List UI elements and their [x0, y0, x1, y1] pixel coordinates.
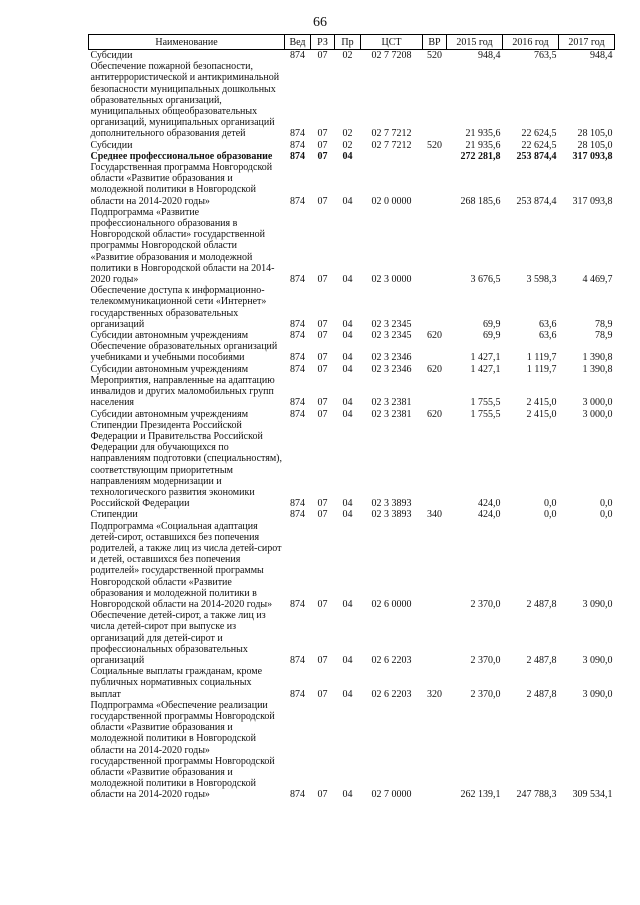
column-header-ved: Вед	[285, 35, 311, 50]
table-row	[89, 151, 615, 162]
row-value-2015: 21 935,6	[465, 139, 501, 151]
row-pr: 04	[342, 397, 353, 409]
row-ved: 874	[290, 598, 305, 610]
column-header-pr: Пр	[335, 35, 361, 50]
row-pr: 04	[342, 598, 353, 610]
row-vr: 620	[427, 363, 442, 375]
row-value-2016: 22 624,5	[521, 128, 557, 140]
row-value-2015: 1 427,1	[470, 363, 501, 375]
row-value-2016: 2 487,8	[526, 598, 557, 610]
row-rz: 07	[317, 688, 328, 700]
table-row	[89, 162, 615, 207]
row-value-2015: 424,0	[478, 509, 501, 521]
row-value-2015: 21 935,6	[465, 128, 501, 140]
row-pr: 04	[342, 195, 353, 207]
row-rz: 07	[317, 598, 328, 610]
row-ved: 874	[290, 352, 305, 364]
row-value-2017: 1 390,8	[582, 363, 613, 375]
row-rz: 07	[317, 789, 328, 801]
row-value-2016: 1 119,7	[526, 363, 557, 375]
row-cst: 02 3 2345	[371, 318, 412, 330]
row-value-2015: 2 370,0	[470, 598, 501, 610]
row-pr: 02	[342, 128, 353, 140]
table-row	[89, 666, 615, 700]
column-header-2015: 2015 год	[447, 35, 503, 50]
row-name: Субсидии	[90, 50, 133, 61]
table-row	[89, 61, 615, 139]
row-rz: 07	[317, 363, 328, 375]
row-value-2016: 1 119,7	[526, 352, 557, 364]
row-ved: 874	[290, 139, 305, 151]
row-value-2017: 0,0	[600, 498, 613, 510]
row-value-2016: 2 487,8	[526, 654, 557, 666]
row-pr: 04	[342, 408, 353, 420]
row-value-2015: 69,9	[483, 330, 501, 342]
row-value-2016: 2 415,0	[526, 397, 557, 409]
table-row	[89, 341, 615, 363]
row-pr: 04	[342, 330, 353, 342]
row-rz: 07	[317, 509, 328, 521]
row-value-2017: 28 105,0	[577, 128, 613, 140]
row-value-2017: 3 000,0	[582, 408, 613, 420]
row-value-2016: 63,6	[539, 318, 557, 330]
row-pr: 04	[342, 318, 353, 330]
column-header-name: Наименование	[89, 35, 285, 50]
row-value-2016: 253 874,4	[516, 195, 557, 207]
row-pr: 04	[342, 352, 353, 364]
row-cst: 02 3 2346	[371, 363, 412, 375]
row-value-2017: 317 093,8	[572, 195, 613, 207]
row-value-2015: 1 755,5	[470, 397, 501, 409]
row-cst: 02 3 3893	[371, 509, 412, 521]
row-ved: 874	[290, 318, 305, 330]
row-vr: 620	[427, 408, 442, 420]
row-value-2015: 1 755,5	[470, 408, 501, 420]
row-name: Мероприятия, направленные на адаптацию инвалидов и других маломобильных групп населения	[90, 374, 275, 409]
row-value-2015: 268 185,6	[460, 195, 501, 207]
row-vr	[423, 700, 447, 801]
row-cst: 02 6 0000	[371, 598, 412, 610]
row-value-2015: 2 370,0	[470, 688, 501, 700]
table-row	[89, 409, 615, 420]
row-cst: 02 3 2381	[371, 397, 412, 409]
row-name: Субсидии автономным учреждениям	[90, 408, 249, 420]
row-ved: 874	[290, 150, 305, 162]
table-row	[89, 364, 615, 375]
row-rz: 07	[317, 397, 328, 409]
table-header-row	[89, 35, 615, 50]
row-ved: 874	[290, 408, 305, 420]
column-header-cst: ЦСТ	[361, 35, 423, 50]
row-value-2017: 3 090,0	[582, 688, 613, 700]
row-rz: 07	[317, 195, 328, 207]
row-value-2017: 3 000,0	[582, 397, 613, 409]
row-value-2016: 63,6	[539, 330, 557, 342]
row-pr: 04	[342, 688, 353, 700]
row-vr: 620	[427, 330, 442, 342]
row-name: Среднее профессиональное образование	[90, 150, 273, 162]
row-value-2017: 3 090,0	[582, 654, 613, 666]
row-rz: 07	[317, 318, 328, 330]
row-cst: 02 6 2203	[371, 654, 412, 666]
row-value-2016: 763,5	[534, 50, 557, 61]
row-vr: 520	[427, 139, 442, 151]
row-name: Стипендии Президента Российской Федерации и Правительства Российской Федерации для обучающихся по направлениям подготовки (специальностям), соответствующим приоритетным направлениям модернизации и технологического развития экономики Российской Федерации	[90, 419, 283, 510]
row-value-2016: 0,0	[544, 498, 557, 510]
row-ved: 874	[290, 509, 305, 521]
row-vr	[423, 341, 447, 363]
row-value-2015: 1 427,1	[470, 352, 501, 364]
row-name: Субсидии	[90, 139, 133, 151]
row-name: Субсидии автономным учреждениям	[90, 330, 249, 342]
row-name: Подпрограмма «Социальная адаптация детей-сирот, оставшихся без попечения родителей, а также лиц из числа детей-сирот и детей, оставшихся без попечения родителей» государственной программы Новгородской области «Развитие образования и молодежной политики в Новгородской области на 2014-2020 годы»	[90, 520, 282, 610]
row-rz: 07	[317, 50, 328, 61]
row-value-2016: 253 874,4	[516, 150, 557, 162]
row-cst: 02 6 2203	[371, 688, 412, 700]
row-rz: 07	[317, 128, 328, 140]
row-pr: 04	[342, 150, 353, 162]
row-ved: 874	[290, 274, 305, 286]
row-ved: 874	[290, 498, 305, 510]
row-ved: 874	[290, 688, 305, 700]
row-cst: 02 3 2345	[371, 330, 412, 342]
row-value-2016: 3 598,3	[526, 274, 557, 286]
row-name: Обеспечение пожарной безопасности, антитеррористической и антикриминальной безопасности муниципальных дошкольных образовательных организаций, муниципальных общеобразовательных организаций, муниципальных организаций дополнительного образования детей	[90, 61, 280, 140]
row-value-2015: 2 370,0	[470, 654, 501, 666]
row-value-2016: 22 624,5	[521, 139, 557, 151]
row-value-2015: 272 281,8	[460, 150, 501, 162]
budget-table	[88, 34, 615, 801]
row-value-2017: 78,9	[595, 318, 613, 330]
row-cst: 02 7 7208	[371, 50, 412, 61]
row-cst: 02 3 0000	[371, 274, 412, 286]
row-value-2017: 317 093,8	[572, 150, 613, 162]
row-value-2016: 2 415,0	[526, 408, 557, 420]
row-rz: 07	[317, 274, 328, 286]
row-cst: 02 7 0000	[371, 789, 412, 801]
row-ved: 874	[290, 654, 305, 666]
column-header-vr: ВР	[423, 35, 447, 50]
row-value-2017: 28 105,0	[577, 139, 613, 151]
table-row	[89, 330, 615, 341]
row-pr: 02	[342, 50, 353, 61]
row-value-2015: 262 139,1	[460, 789, 501, 801]
table-row	[89, 207, 615, 285]
row-rz: 07	[317, 139, 328, 151]
row-value-2017: 3 090,0	[582, 598, 613, 610]
row-vr: 320	[427, 688, 442, 700]
row-value-2015: 3 676,5	[470, 274, 501, 286]
row-ved: 874	[290, 128, 305, 140]
row-ved: 874	[290, 50, 305, 61]
row-name: Подпрограмма «Обеспечение реализации государственной программы Новгородской области «Развитие образования и молодежной политики в Новгородской области на 2014-2020 годы» государственной программы Новгородской области «Развитие образования и молодежной политики в Новгородской области на 2014-2020 годы»	[90, 699, 275, 801]
table-row	[89, 521, 615, 611]
row-rz: 07	[317, 330, 328, 342]
row-value-2015: 69,9	[483, 318, 501, 330]
row-cst	[361, 151, 423, 162]
row-pr: 04	[342, 363, 353, 375]
row-pr: 04	[342, 789, 353, 801]
row-ved: 874	[290, 195, 305, 207]
row-rz: 07	[317, 352, 328, 364]
table-row	[89, 610, 615, 666]
row-vr: 340	[427, 509, 442, 521]
row-value-2016: 2 487,8	[526, 688, 557, 700]
row-vr: 520	[427, 50, 442, 61]
row-value-2016: 0,0	[544, 509, 557, 521]
row-cst: 02 3 2381	[371, 408, 412, 420]
row-cst: 02 7 7212	[371, 128, 412, 140]
table-row	[89, 420, 615, 510]
row-name: Социальные выплаты гражданам, кроме публичных нормативных социальных выплат	[90, 666, 263, 700]
row-name: Стипендии	[90, 509, 138, 521]
row-vr	[423, 61, 447, 139]
table-row	[89, 50, 615, 62]
row-cst: 02 3 2346	[371, 352, 412, 364]
row-ved: 874	[290, 330, 305, 342]
row-vr	[423, 162, 447, 207]
column-header-2016: 2016 год	[503, 35, 559, 50]
row-cst: 02 3 3893	[371, 498, 412, 510]
row-ved: 874	[290, 397, 305, 409]
row-value-2017: 78,9	[595, 330, 613, 342]
row-pr: 04	[342, 274, 353, 286]
row-value-2017: 309 534,1	[572, 789, 613, 801]
table-row	[89, 700, 615, 801]
row-value-2016: 247 788,3	[516, 789, 557, 801]
row-value-2017: 4 469,7	[582, 274, 613, 286]
page-number: 66	[313, 15, 327, 30]
row-value-2015: 948,4	[478, 50, 501, 61]
column-header-2017: 2017 год	[559, 35, 615, 50]
row-ved: 874	[290, 363, 305, 375]
table-row	[89, 285, 615, 330]
row-name: Субсидии автономным учреждениям	[90, 363, 249, 375]
row-cst: 02 0 0000	[371, 195, 412, 207]
row-rz: 07	[317, 150, 328, 162]
row-pr: 04	[342, 498, 353, 510]
row-name: Подпрограмма «Развитие профессионального образования в Новгородской области» государственной программы Новгородской области «Развитие образования и молодежной политики в Новгородской области на 2014-2020 годы»	[90, 206, 275, 286]
row-value-2017: 0,0	[600, 509, 613, 521]
table-row	[89, 375, 615, 409]
row-rz: 07	[317, 654, 328, 666]
row-name: Обеспечение доступа к информационно-телекоммуникационной сети «Интернет» государственных образовательных организаций	[90, 285, 267, 330]
row-name: Государственная программа Новгородской области «Развитие образования и молодежной политики в Новгородской области на 2014-2020 годы»	[90, 162, 273, 207]
row-vr	[423, 151, 447, 162]
column-header-rz: РЗ	[311, 35, 335, 50]
row-vr	[423, 285, 447, 330]
row-ved: 874	[290, 789, 305, 801]
table-row	[89, 509, 615, 520]
row-vr	[423, 207, 447, 285]
row-value-2017: 948,4	[590, 50, 613, 61]
row-pr: 04	[342, 654, 353, 666]
row-value-2015: 424,0	[478, 498, 501, 510]
row-rz: 07	[317, 498, 328, 510]
row-vr	[423, 521, 447, 611]
row-vr	[423, 420, 447, 510]
row-pr: 04	[342, 509, 353, 521]
table-row	[89, 140, 615, 151]
row-value-2017: 1 390,8	[582, 352, 613, 364]
row-cst: 02 7 7212	[371, 139, 412, 151]
row-name: Обеспечение детей-сирот, а также лиц из числа детей-сирот при выпуске из организаций для детей-сирот и профессиональных образовательных организаций	[90, 610, 266, 666]
row-name: Обеспечение образовательных организаций учебниками и учебными пособиями	[90, 341, 278, 364]
row-rz: 07	[317, 408, 328, 420]
row-pr: 02	[342, 139, 353, 151]
row-vr	[423, 375, 447, 409]
row-vr	[423, 610, 447, 666]
